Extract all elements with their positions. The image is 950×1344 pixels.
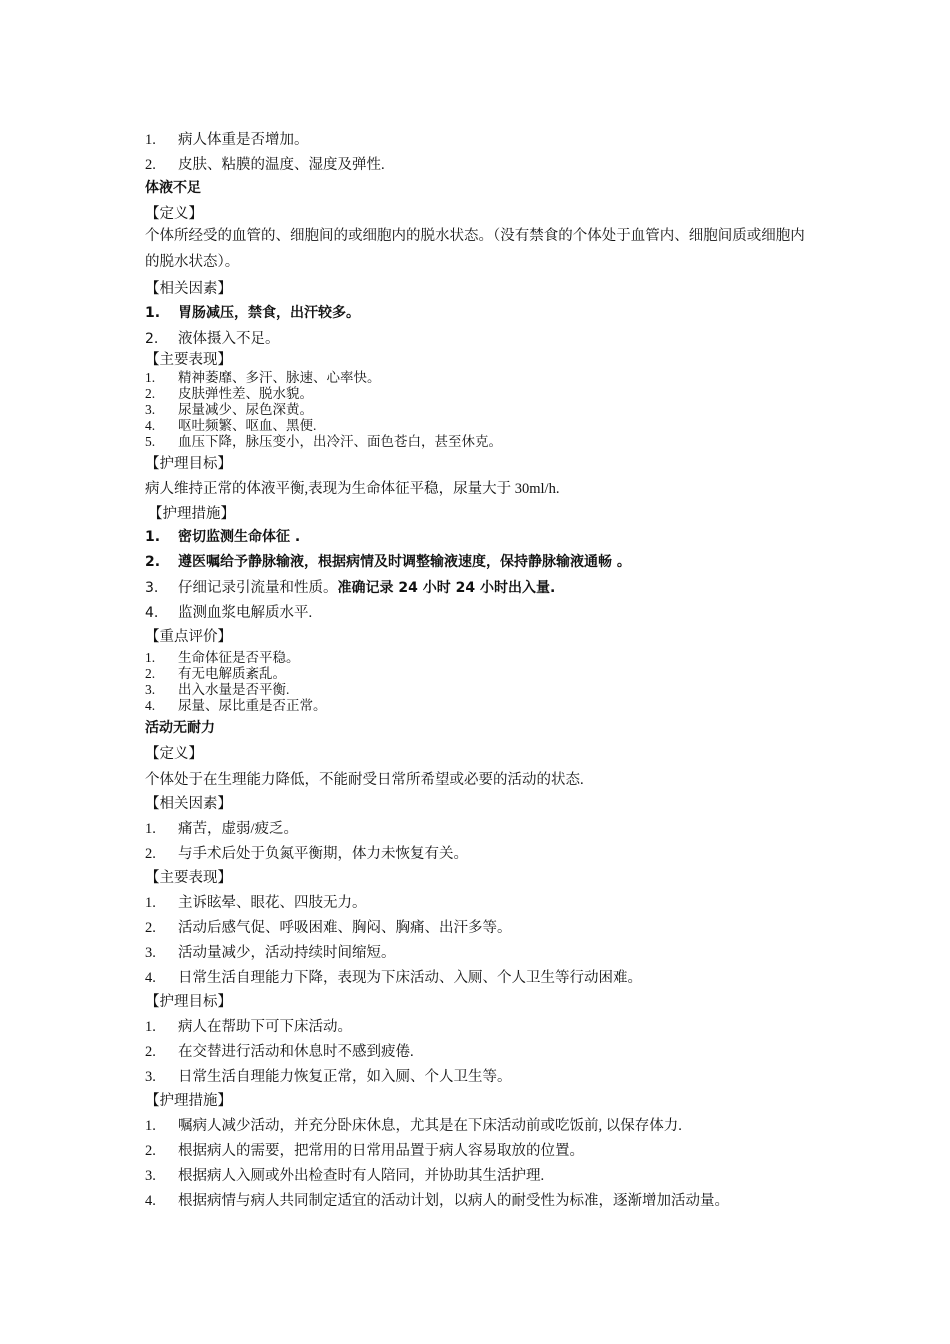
list-item: 5. 血压下降，脉压变小，出冷汗、面色苍白，甚至休克。 — [145, 434, 502, 449]
section-title: 体液不足 — [145, 180, 201, 196]
list-item: 2. 与手术后处于负氮平衡期，体力未恢复有关。 — [145, 846, 468, 862]
factors-label: 【相关因素】 — [145, 796, 232, 812]
goal-label: 【护理目标】 — [145, 994, 232, 1010]
list-item: 2. 活动后感气促、呼吸困难、胸闷、胸痛、出汗多等。 — [145, 920, 512, 936]
measures-label: 【护理措施】 — [148, 506, 235, 522]
list-item: 2. 根据病人的需要，把常用的日常用品置于病人容易取放的位置。 — [145, 1143, 584, 1159]
list-item: 1. 主诉眩晕、眼花、四肢无力。 — [145, 895, 367, 911]
list-item: 4. 监测血浆电解质水平. — [145, 605, 313, 621]
list-item: 3. 日常生活自理能力恢复正常，如入厕、个人卫生等。 — [145, 1069, 512, 1085]
list-item: 2. 遵医嘱给予静脉输液，根据病情及时调整输液速度，保持静脉输液通畅 。 — [145, 554, 631, 570]
list-item: 2. 在交替进行活动和休息时不感到疲倦. — [145, 1044, 414, 1060]
list-item: 1. 精神萎靡、多汗、脉速、心率快。 — [145, 370, 381, 385]
list-item: 3. 根据病人入厕或外出检查时有人陪同，并协助其生活护理. — [145, 1168, 545, 1184]
list-item: 1. 病人体重是否增加。 — [145, 132, 309, 148]
list-item: 4. 尿量、尿比重是否正常。 — [145, 698, 327, 713]
list-item: 3. 活动量减少，活动持续时间缩短。 — [145, 945, 396, 961]
list-item: 4. 根据病情与病人共同制定适宜的活动计划，以病人的耐受性为标准，逐渐增加活动量。 — [145, 1193, 729, 1209]
definition-text: 个体处于在生理能力降低，不能耐受日常所希望或必要的活动的状态. — [145, 772, 584, 788]
list-item: 2. 皮肤弹性差、脱水貌。 — [145, 386, 313, 401]
definition-label: 【定义】 — [145, 746, 203, 762]
list-item: 3. 尿量减少、尿色深黄。 — [145, 402, 313, 417]
signs-label: 【主要表现】 — [145, 352, 232, 368]
definition-text: 个体所经受的血管的、细胞间的或细胞内的脱水状态。（没有禁食的个体处于血管内、细胞间质或细胞内的脱水状态）。 — [145, 228, 805, 270]
section-title: 活动无耐力 — [145, 720, 215, 736]
list-item: 3. 出入水量是否平衡. — [145, 682, 290, 697]
evaluation-label: 【重点评价】 — [145, 629, 232, 645]
goal-text: 病人维持正常的体液平衡,表现为生命体征平稳，尿量大于 30ml/h. — [145, 481, 560, 497]
list-item: 4. 呕吐频繁、呕血、黑便. — [145, 418, 317, 433]
list-item: 3. 仔细记录引流量和性质。准确记录 24 小时 24 小时出入量. — [145, 580, 556, 596]
signs-label: 【主要表现】 — [145, 870, 232, 886]
list-item: 1. 痛苦，虚弱/疲乏。 — [145, 821, 299, 837]
list-item: 4. 日常生活自理能力下降，表现为下床活动、入厕、个人卫生等行动困难。 — [145, 970, 642, 986]
list-item: 2. 有无电解质紊乱。 — [145, 666, 286, 681]
definition-label: 【定义】 — [145, 206, 203, 222]
list-item: 1. 病人在帮助下可下床活动。 — [145, 1019, 352, 1035]
list-item: 2. 皮肤、粘膜的温度、湿度及弹性. — [145, 157, 385, 173]
list-item: 1. 密切监测生命体征 . — [145, 529, 301, 545]
list-item: 1. 嘱病人减少活动，并充分卧床休息，尤其是在下床活动前或吃饭前, 以保存体力. — [145, 1118, 682, 1134]
factors-label: 【相关因素】 — [145, 281, 232, 297]
list-item: 1. 胃肠减压，禁食，出汗较多。 — [145, 305, 360, 321]
goal-label: 【护理目标】 — [145, 456, 232, 472]
list-item: 2. 液体摄入不足。 — [145, 331, 280, 347]
list-item: 1. 生命体征是否平稳。 — [145, 650, 300, 665]
measures-label: 【护理措施】 — [145, 1093, 232, 1109]
